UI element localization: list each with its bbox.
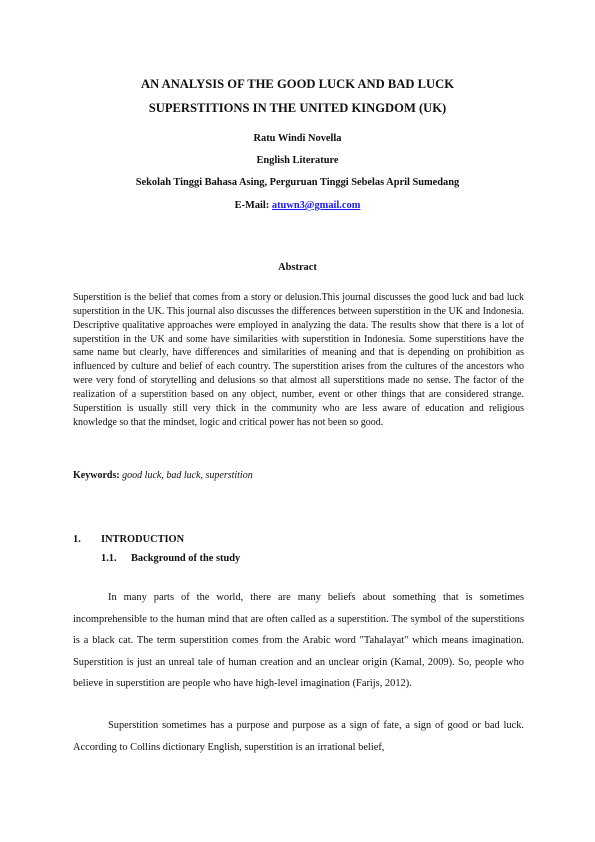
author-department: English Literature: [256, 155, 339, 166]
keywords-list: good luck, bad luck, superstition: [122, 470, 253, 481]
title-line-1: AN ANALYSIS OF THE GOOD LUCK AND BAD LUCK: [140, 77, 455, 91]
abstract-text: Superstition is the belief that comes from a story or delusion.This journal discusses the good luck and bad luck superstition in the UK. This journal also discusses the differences between superstition in the UK and Indonesia. Descriptive qualitative approaches were employed in analyzing the data. The results show that there is a lot of superstition in the UK and some have similarities with superstition in Indonesia. Some superstitions have the same name but clearly, have differences and similarities of meaning and that is depending on prohibition as influenced by culture and belief of each country. The superstition arises from the cultures of the ancestors who were very fond of storytelling and delusions so that almost all superstitions made no sense. The factor of the realization of a superstition based on any object, number, event or other things that are considered strange. Superstition is usually still very thick in the community who are less aware of education and religious knowledge so that the mindset, logic and critical power has not been so good.: [73, 292, 524, 428]
subsection-number: 1.1.: [101, 553, 117, 564]
email-label: E-Mail:: [234, 200, 270, 211]
title-line-2: SUPERSTITIONS IN THE UNITED KINGDOM (UK): [148, 101, 447, 115]
body-paragraph-1: In many parts of the world, there are many beliefs about something that is sometimes incomprehensible to the human mind that are often called as a superstition. The symbol of the superstitions is a black cat. The term superstition comes from the Arabic word "Tahalayat" which means imagination. Superstition is just an unreal tale of human creation and an unclear origin (Kamal, 2009). So, people who believe in superstition are people who have high-level imagination (Farijs, 2012).: [73, 592, 524, 689]
author-name: Ratu Windi Novella: [253, 133, 342, 144]
paper-title: [40, 72, 555, 120]
keywords-line: [73, 470, 524, 481]
keywords-label: Keywords:: [73, 470, 120, 481]
author-block: [40, 128, 555, 194]
section-number: 1.: [73, 534, 81, 545]
abstract-heading: Abstract: [278, 262, 317, 273]
author-affiliation: Sekolah Tinggi Bahasa Asing, Perguruan Tinggi Sebelas April Sumedang: [135, 177, 460, 188]
email-line: [40, 200, 555, 211]
email-link[interactable]: atuwn3@gmail.com: [271, 200, 361, 211]
subsection-title: Background of the study: [131, 553, 241, 564]
section-heading-introduction: [73, 534, 184, 545]
subsection-heading-background: [101, 553, 240, 564]
section-title: INTRODUCTION: [101, 534, 185, 545]
body-paragraph-2: Superstition sometimes has a purpose and purpose as a sign of fate, a sign of good or bad luck. According to Collins dictionary English, superstition is an irrational belief,: [73, 720, 524, 753]
